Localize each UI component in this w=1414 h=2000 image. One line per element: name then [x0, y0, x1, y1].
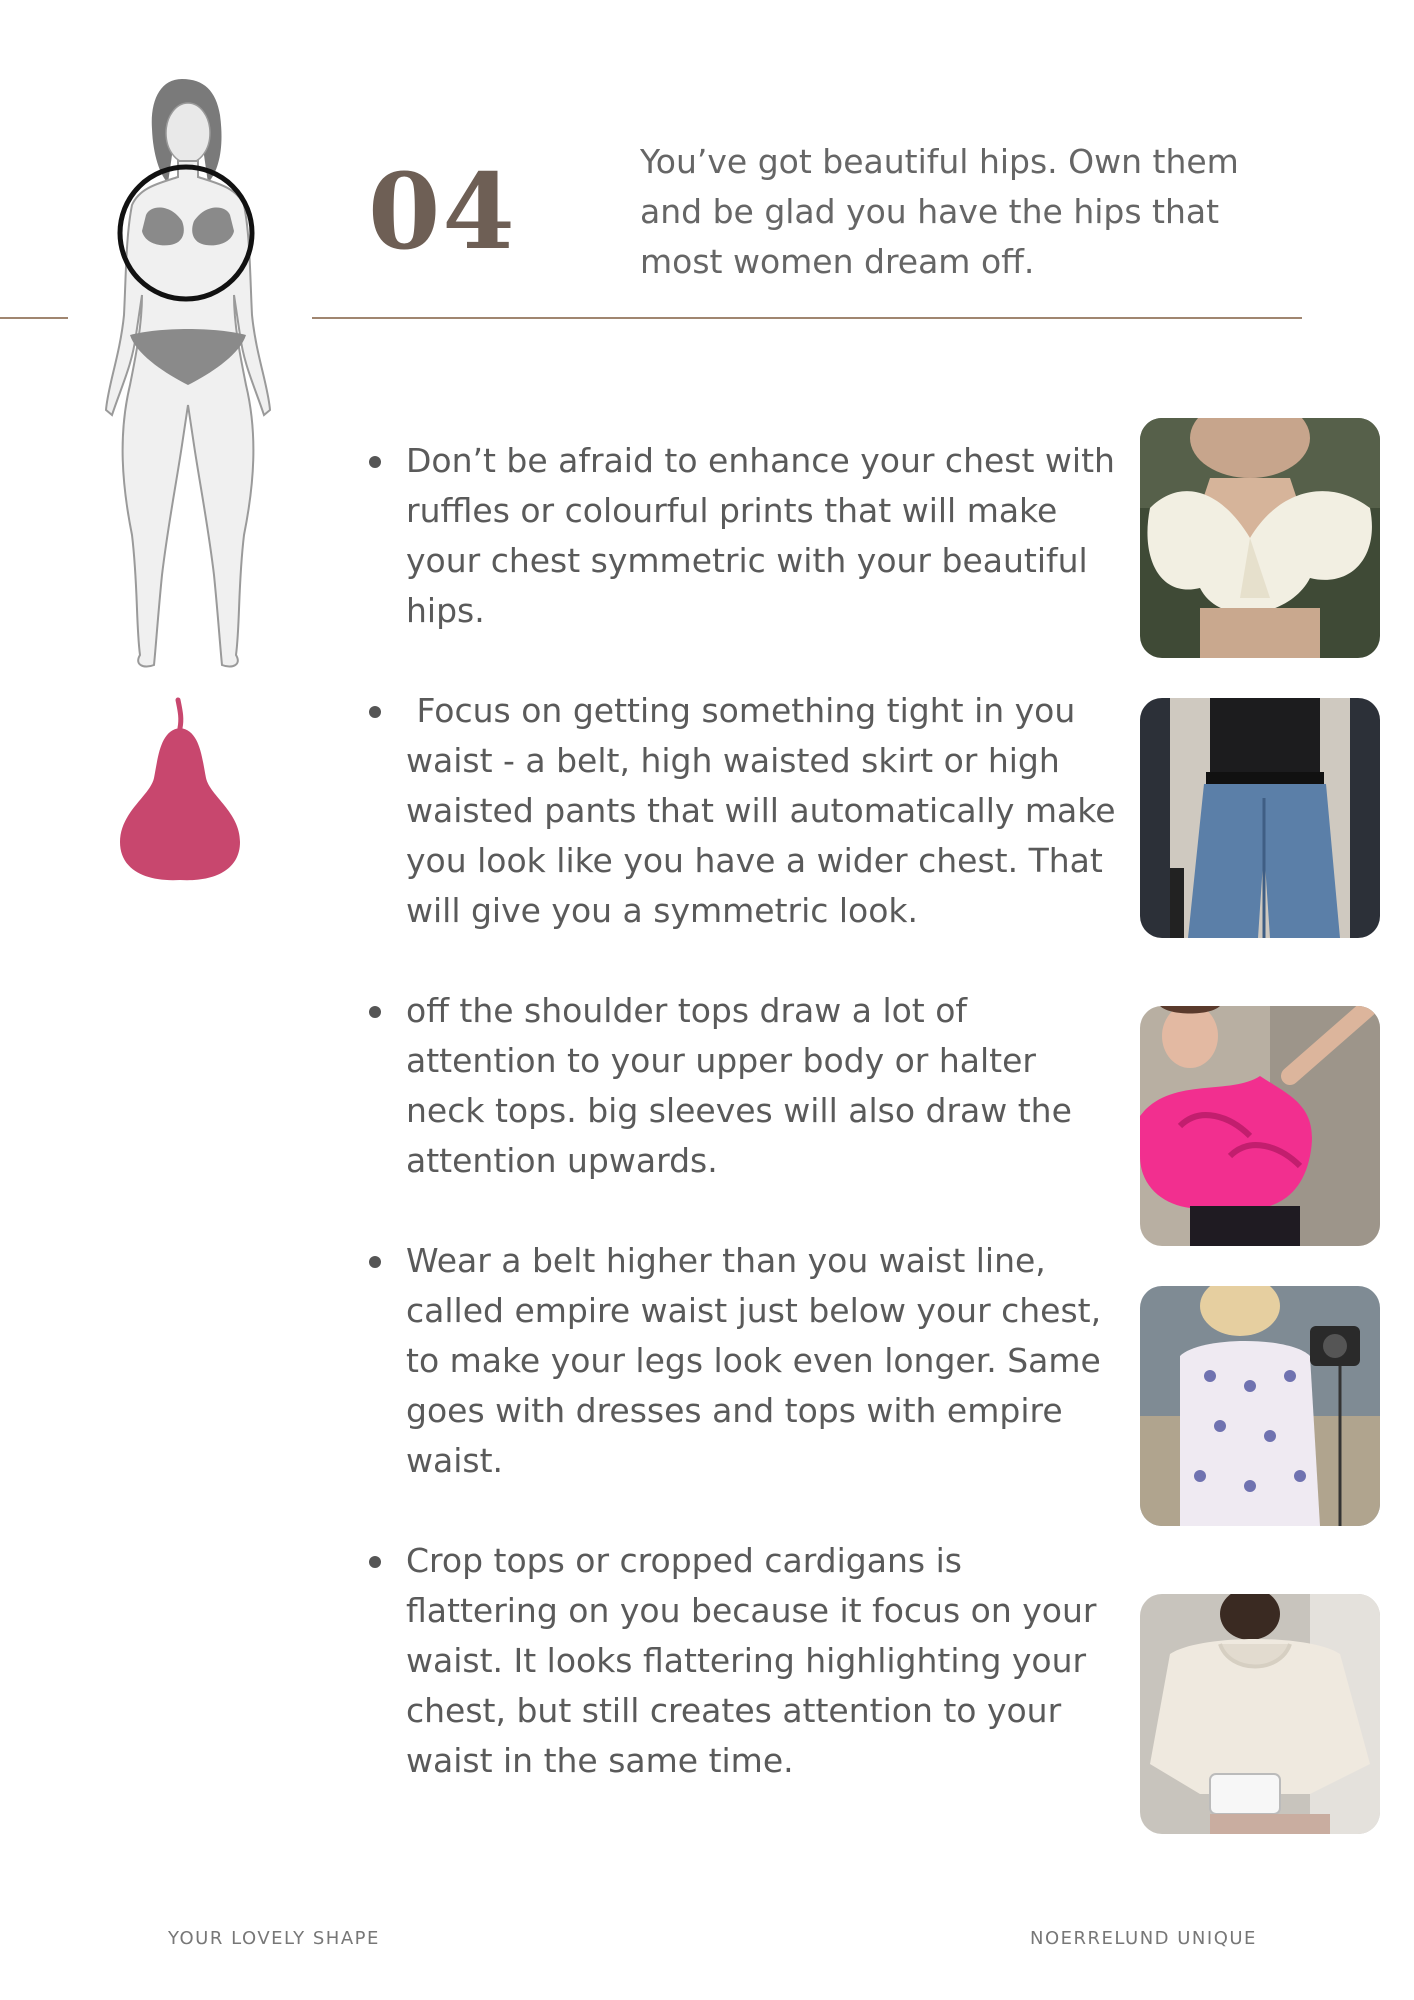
list-item — [366, 686, 1127, 936]
list-item — [366, 436, 1126, 636]
bullet-icon — [369, 456, 381, 468]
bullet-icon — [369, 706, 381, 718]
footer-left-text: YOUR LOVELY SHAPE — [168, 1928, 380, 1949]
bullet-icon — [369, 1556, 381, 1568]
high-waisted-jeans-photo — [1140, 698, 1380, 938]
body-figure-illustration — [90, 65, 290, 675]
bullet-icon — [369, 1006, 381, 1018]
list-item — [366, 1536, 1116, 1786]
tip-text: Wear a belt higher than you waist line, called empire waist just below your chest, to make your legs look even longer. Same goes with dresses and tops with empire waist. — [406, 1241, 1112, 1480]
footer-right-text: NOERRELUND UNIQUE — [1030, 1928, 1257, 1949]
list-item — [366, 986, 1116, 1186]
tip-text: Don’t be afraid to enhance your chest with ruffles or colourful prints that will make your chest symmetric with your beautiful hips. — [406, 441, 1126, 630]
header-rule-left — [0, 317, 68, 319]
section-number: 04 — [368, 150, 517, 273]
intro-text: You’ve got beautiful hips. Own them and be glad you have the hips that most women dream off. — [640, 142, 1239, 281]
tip-text: Crop tops or cropped cardigans is flattering on you because it focus on your waist. It looks flattering highlighting your chest, but still creates attention to your waist in the same time. — [406, 1541, 1107, 1780]
tip-text: Focus on getting something tight in you waist - a belt, high waisted skirt or high waisted pants that will automatically make you look like you have a wider chest. That will give you a symmetric look. — [406, 691, 1127, 930]
tip-text: off the shoulder tops draw a lot of attention to your upper body or halter neck tops. big sleeves will also draw the attention upwards. — [406, 991, 1083, 1180]
ruffle-top-photo — [1140, 418, 1380, 658]
list-item — [366, 1236, 1116, 1486]
bullet-icon — [369, 1256, 381, 1268]
cropped-cardigan-photo — [1140, 1594, 1380, 1834]
pink-ruffle-top-photo — [1140, 1006, 1380, 1246]
header-rule-right — [312, 317, 1302, 319]
floral-dress-photo — [1140, 1286, 1380, 1526]
pear-icon — [116, 696, 246, 886]
